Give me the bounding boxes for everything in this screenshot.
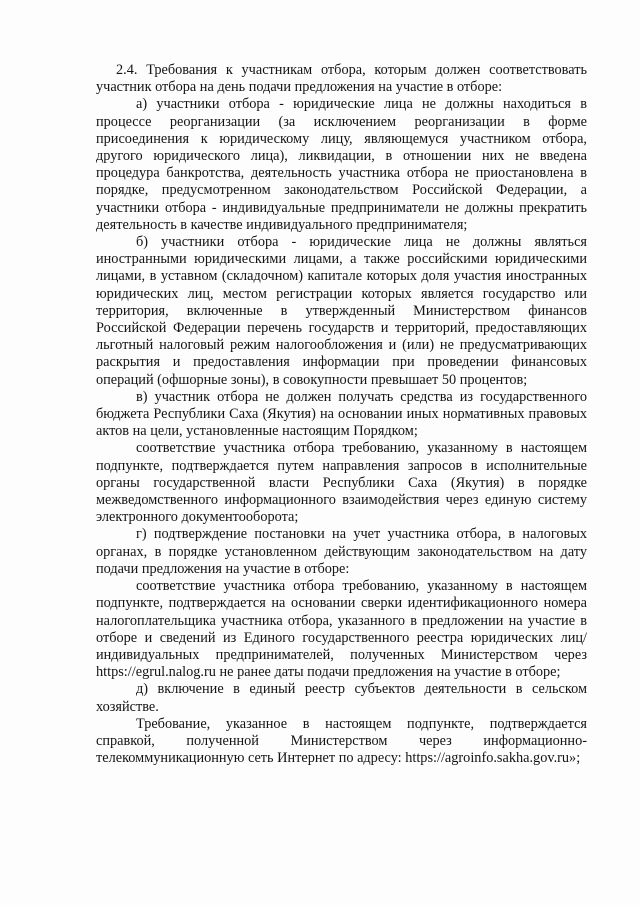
requirement-v-verification: соответствие участника отбора требованию, указанному в настоящем подпункте, подтверждается путем направления запросов в исполнительные органы государственной власти Республики Саха (Якутия) в порядке межведомственного информационного взаимодействия через единую систему электронного документооборота;	[96, 440, 587, 526]
requirement-g-verification: соответствие участника отбора требованию, указанному в настоящем подпункте, подтверждается на основании сверки идентификационного номера налогоплательщика участника отбора, указанного в предложении на участие в отборе и сведений из Единого государственного реестра юридических лиц/индивидуальных предпринимателей, полученных Министерством через https://egrul.nalog.ru не ранее даты подачи предложения на участие в отборе;	[96, 578, 587, 681]
requirement-b: б) участники отбора - юридические лица не должны являться иностранными юридическими лицами, а также российскими юридическими лицами, в уставном (складочном) капитале которых доля участия иностранных юридических лиц, местом регистрации которых является государство или территория, включенные в утвержденный Министерством финансов Российской Федерации перечень государств и территорий, предоставляющих льготный налоговый режим налогообложения и (или) не предусматривающих раскрытия и предоставления информации при проведении финансовых операций (офшорные зоны), в совокупности превышает 50 процентов;	[96, 234, 587, 388]
requirement-g: г) подтверждение постановки на учет участника отбора, в налоговых органах, в порядке установленном действующим законодательством на дату подачи предложения на участие в отборе:	[96, 526, 587, 577]
requirement-v: в) участник отбора не должен получать средства из государственного бюджета Республики Саха (Якутия) на основании иных нормативных правовых актов на цели, установленные настоящим Порядком;	[96, 388, 587, 440]
document-body	[96, 62, 587, 767]
requirement-d: д) включение в единый реестр субъектов деятельности в сельском хозяйстве.	[96, 681, 587, 715]
requirement-d-verification: Требование, указанное в настоящем подпункте, подтверждается справкой, полученной Министерством через информационно-телекоммуникационную сеть Интернет по адресу: https://agroinfo.sakha.gov.ru»;	[96, 715, 587, 767]
requirement-a: а) участники отбора - юридические лица не должны находиться в процессе реорганизации (за исключением реорганизации в форме присоединения к юридическому лицу, являющемуся участником отбора, другого юридического лица), ликвидации, в отношении них не введена процедура банкротства, деятельность участника отбора не приостановлена в порядке, предусмотренном законодательством Российской Федерации, а участники отбора - индивидуальные предприниматели не должны прекратить деятельность в качестве индивидуального предпринимателя;	[96, 96, 587, 233]
section-2-4-heading: 2.4. Требования к участникам отбора, которым должен соответствовать участник отбора на день подачи предложения на участие в отборе:	[96, 62, 587, 96]
